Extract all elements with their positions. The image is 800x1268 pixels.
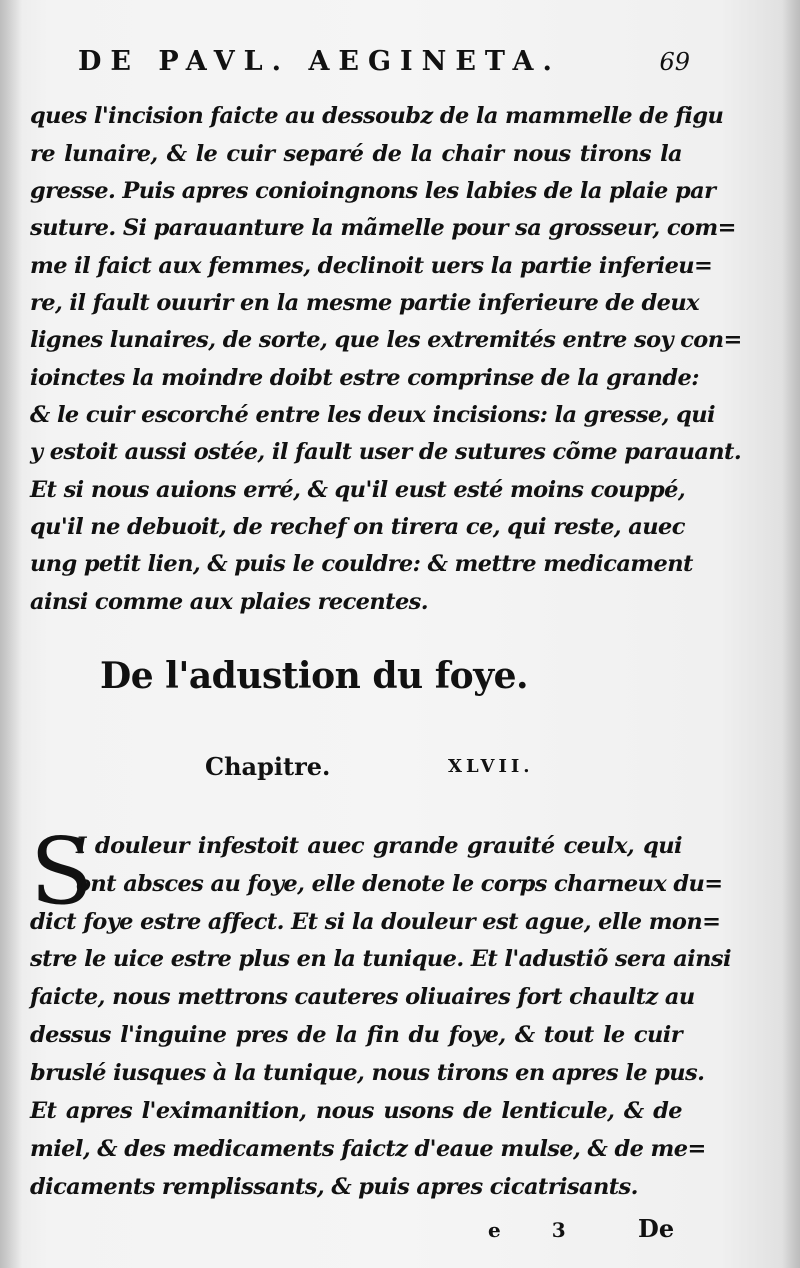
text-line: Et si nous auions erré, & qu'il eust esté moins couppé, (30, 477, 686, 503)
text-line: miel, & des medicaments faictz d'eaue mulse, & de me= (30, 1136, 706, 1162)
text-line: I douleur infestoit auec grande grauité ceulx, qui (76, 833, 682, 859)
text-line: & le cuir escorché entre les deux incisions: la gresse, qui (30, 402, 715, 428)
page-number: 69 (659, 48, 690, 76)
text-line: re, il fault ouurir en la mesme partie inferieure de deux (30, 290, 699, 316)
text-line: re lunaire, & le cuir separé de la chair nous tirons la (30, 141, 682, 167)
text-line: Et apres l'eximanition, nous usons de lenticule, & de (30, 1098, 682, 1124)
text-line: faicte, nous mettrons cauteres oliuaires fort chaultz au (30, 984, 695, 1010)
text-line: lignes lunaires, de sorte, que les extremités entre soy con= (30, 327, 742, 353)
text-line: stre le uice estre plus en la tunique. Et l'adustiõ sera ainsi (30, 946, 731, 972)
chapter-label: Chapitre. (205, 752, 331, 781)
text-line: y estoit aussi ostée, il fault user de sutures cõme parauant. (30, 439, 742, 465)
text-line: ioinctes la moindre doibt estre comprinse de la grande: (30, 365, 699, 391)
text-line: ung petit lien, & puis le couldre: & mettre medicament (30, 551, 693, 577)
text-line: ques l'incision faicte au dessoubz de la mammelle de figu (30, 103, 724, 129)
text-line-last: ainsi comme aux plaies recentes. (30, 589, 428, 615)
section-heading: De l'adustion du foye. (100, 655, 529, 697)
catchword: De (638, 1214, 675, 1243)
text-line: dict foye estre affect. Et si la douleur est ague, elle mon= (30, 909, 721, 935)
text-line: bruslé iusques à la tunique, nous tirons en apres le pus. (30, 1060, 705, 1086)
text-line: suture. Si parauanture la mãmelle pour sa grosseur, com= (30, 215, 736, 241)
text-line: qu'il ne debuoit, de rechef on tirera ce, qui reste, auec (30, 514, 685, 540)
text-line: gresse. Puis apres conioingnons les labies de la plaie par (30, 178, 716, 204)
running-head-title: DE PAVL. AEGINETA. (78, 46, 561, 77)
signature-mark: e 3 (488, 1218, 588, 1242)
running-head (78, 46, 690, 86)
text-line-last: dicaments remplissants, & puis apres cicatrisants. (30, 1174, 638, 1200)
chapter-number: XLVII. (448, 756, 534, 777)
text-line: me il faict aux femmes, declinoit uers la partie inferieu= (30, 253, 713, 279)
drop-capital: S (30, 818, 94, 925)
text-line: ont absces au foye, elle denote le corps charneux du= (76, 871, 723, 897)
text-line: dessus l'inguine pres de la fin du foye, & tout le cuir (30, 1022, 682, 1048)
